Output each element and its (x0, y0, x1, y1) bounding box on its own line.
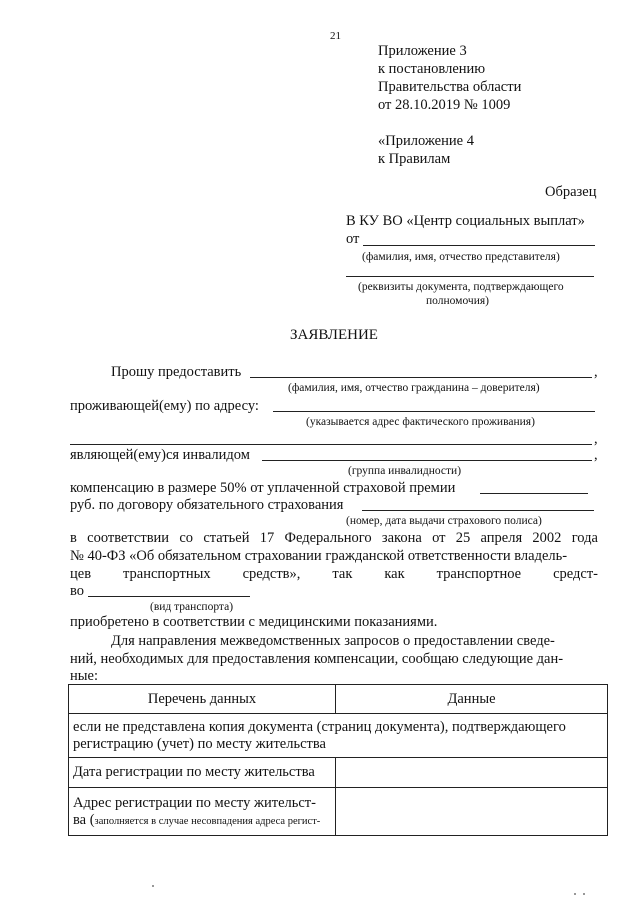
scan-speck (152, 885, 154, 887)
appendix-line-3: Правительства области (378, 79, 522, 95)
policy-underline (362, 510, 594, 511)
addressee-to: В КУ ВО «Центр социальных выплат» (346, 213, 585, 229)
table-value-cell[interactable] (336, 758, 608, 788)
scan-speck (583, 893, 585, 895)
address-underline (273, 411, 595, 412)
address-continuation-underline (70, 444, 592, 445)
policy-caption: (номер, дата выдачи страхового полиса) (346, 515, 542, 527)
law-line-2: № 40-ФЗ «Об обязательном страховании гражданской ответственности владель- (70, 548, 568, 564)
table-header-row (69, 685, 608, 714)
appendix-line-1: Приложение 3 (378, 43, 467, 59)
request-label: Прошу предоставить (111, 364, 242, 380)
request-underline (250, 377, 592, 378)
page-number: 21 (330, 30, 341, 42)
vehicle-caption: (вид транспорта) (150, 601, 234, 613)
disabled-caption: (группа инвалидности) (348, 465, 462, 477)
table-cell: Адрес регистрации по месту жительст- ва (заполняется в случае несовпадения адреса регист- (69, 788, 336, 836)
details-underline (346, 276, 594, 277)
compensation-underline (480, 493, 588, 494)
details-caption-1: (реквизиты документа, подтверждающего (358, 281, 564, 293)
para-line-1: Для направления межведомственных запросов о предоставлении сведе- (111, 633, 555, 649)
para-line-2: ний, необходимых для предоставления компенсации, сообщаю следующие дан- (70, 651, 564, 667)
law-line-3: цев транспортных средств», так как транспортное средст- (70, 566, 598, 582)
address-label: проживающей(ему) по адресу: (70, 398, 259, 414)
table-value-cell[interactable] (336, 788, 608, 836)
address-caption: (указывается адрес фактического проживания) (306, 416, 535, 428)
disabled-underline (262, 460, 592, 461)
data-table (68, 684, 608, 836)
address-comma: , (594, 431, 598, 447)
header-list-of-data: Перечень данных (69, 685, 336, 714)
acquired-text: приобретено в соответствии с медицинскими показаниями. (70, 614, 438, 630)
request-caption: (фамилия, имя, отчество гражданина – доверителя) (288, 382, 540, 394)
vehicle-underline (88, 596, 250, 597)
appendix-line-2: к постановлению (378, 61, 486, 77)
from-underline (363, 245, 595, 246)
addressee-from: от (346, 231, 360, 247)
disabled-label: являющей(ему)ся инвалидом (70, 447, 250, 463)
disabled-comma: , (594, 447, 598, 463)
appendix2-line-2: к Правилам (378, 151, 451, 167)
document-title: ЗАЯВЛЕНИЕ (290, 327, 378, 343)
details-caption-2: полномочия) (426, 295, 489, 307)
table-row (69, 714, 608, 758)
law-line-1: в соответствии со статьей 17 Федерального закона от 25 апреля 2002 года (70, 530, 598, 546)
appendix2-line-1: «Приложение 4 (378, 133, 474, 149)
scan-speck (574, 893, 576, 895)
table-cell: если не представлена копия документа (страниц документа), подтверждающего регистрацию (учет) по месту жительства (69, 714, 608, 758)
compensation-label: компенсацию в размере 50% от уплаченной страховой премии (70, 480, 456, 496)
table-row (69, 758, 608, 788)
request-comma: , (594, 364, 598, 380)
table-cell: Дата регистрации по месту жительства (69, 758, 336, 788)
appendix-line-4: от 28.10.2019 № 1009 (378, 97, 511, 113)
sample-label: Образец (545, 184, 597, 200)
vo-label: во (70, 583, 84, 599)
from-caption: (фамилия, имя, отчество представителя) (362, 251, 560, 263)
policy-label: руб. по договору обязательного страхования (70, 497, 344, 513)
table-row (69, 788, 608, 836)
header-data: Данные (336, 685, 608, 714)
para-line-3: ные: (70, 668, 98, 684)
